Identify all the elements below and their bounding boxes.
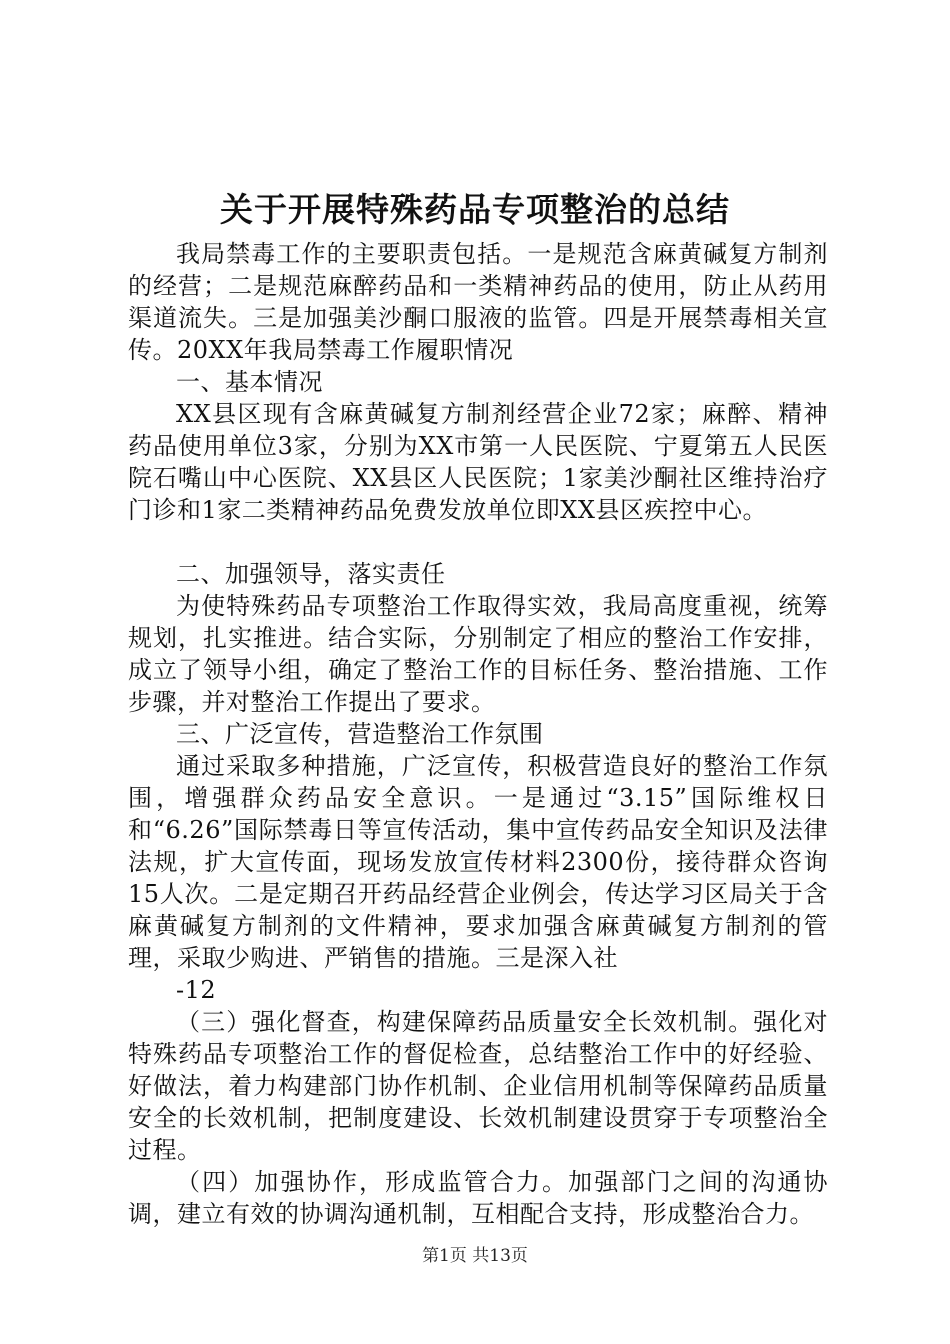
paragraph-basic-info: XX县区现有含麻黄碱复方制剂经营企业72家；麻醉、精神药品使用单位3家，分别为XX市第一人民医院、宁夏第五人民医院石嘴山中心医院、XX县区人民医院；1家美沙酮社区维持治疗门诊和1家二类精神药品免费发放单位即XX县区疾控中心。 [128, 400, 828, 524]
document-body [128, 238, 828, 1230]
document-title: 关于开展特殊药品专项整治的总结 [220, 190, 730, 229]
page-break-mark: -12 [176, 976, 217, 1004]
paragraph-leadership: 为使特殊药品专项整治工作取得实效，我局高度重视，统筹规划，扎实推进。结合实际，分别制定了相应的整治工作安排，成立了领导小组，确定了整治工作的目标任务、整治措施、工作步骤，并对整治工作提出了要求。 [128, 592, 828, 716]
page-footer: 第1页 共13页 [422, 1246, 528, 1266]
paragraph-spacer [128, 526, 828, 558]
paragraph-cooperation: （四）加强协作，形成监管合力。加强部门之间的沟通协调，建立有效的协调沟通机制，互相配合支持，形成整治合力。 [128, 1168, 828, 1228]
section-heading-publicity: 三、广泛宣传，营造整治工作氛围 [176, 720, 544, 748]
paragraph-publicity: 通过采取多种措施，广泛宣传，积极营造良好的整治工作氛围，增强群众药品安全意识。一是通过“3.15”国际维权日和“6.26”国际禁毒日等宣传活动，集中宣传药品安全知识及法律法规，扩大宣传面，现场发放宣传材料2300份，接待群众咨询15人次。二是定期召开药品经营企业例会，传达学习区局关于含麻黄碱复方制剂的文件精神，要求加强含麻黄碱复方制剂的管理，采取少购进、严销售的措施。三是深入社 [128, 752, 828, 972]
paragraph-duties: 我局禁毒工作的主要职责包括。一是规范含麻黄碱复方制剂的经营；二是规范麻醉药品和一类精神药品的使用，防止从药用渠道流失。三是加强美沙酮口服液的监管。四是开展禁毒相关宣传。20XX年我局禁毒工作履职情况 [128, 240, 828, 364]
paragraph-supervision: （三）强化督查，构建保障药品质量安全长效机制。强化对特殊药品专项整治工作的督促检查，总结整治工作中的好经验、好做法，着力构建部门协作机制、企业信用机制等保障药品质量安全的长效机制，把制度建设、长效机制建设贯穿于专项整治全过程。 [128, 1008, 828, 1164]
section-heading-basic: 一、基本情况 [176, 368, 323, 396]
section-heading-leadership: 二、加强领导，落实责任 [176, 560, 446, 588]
